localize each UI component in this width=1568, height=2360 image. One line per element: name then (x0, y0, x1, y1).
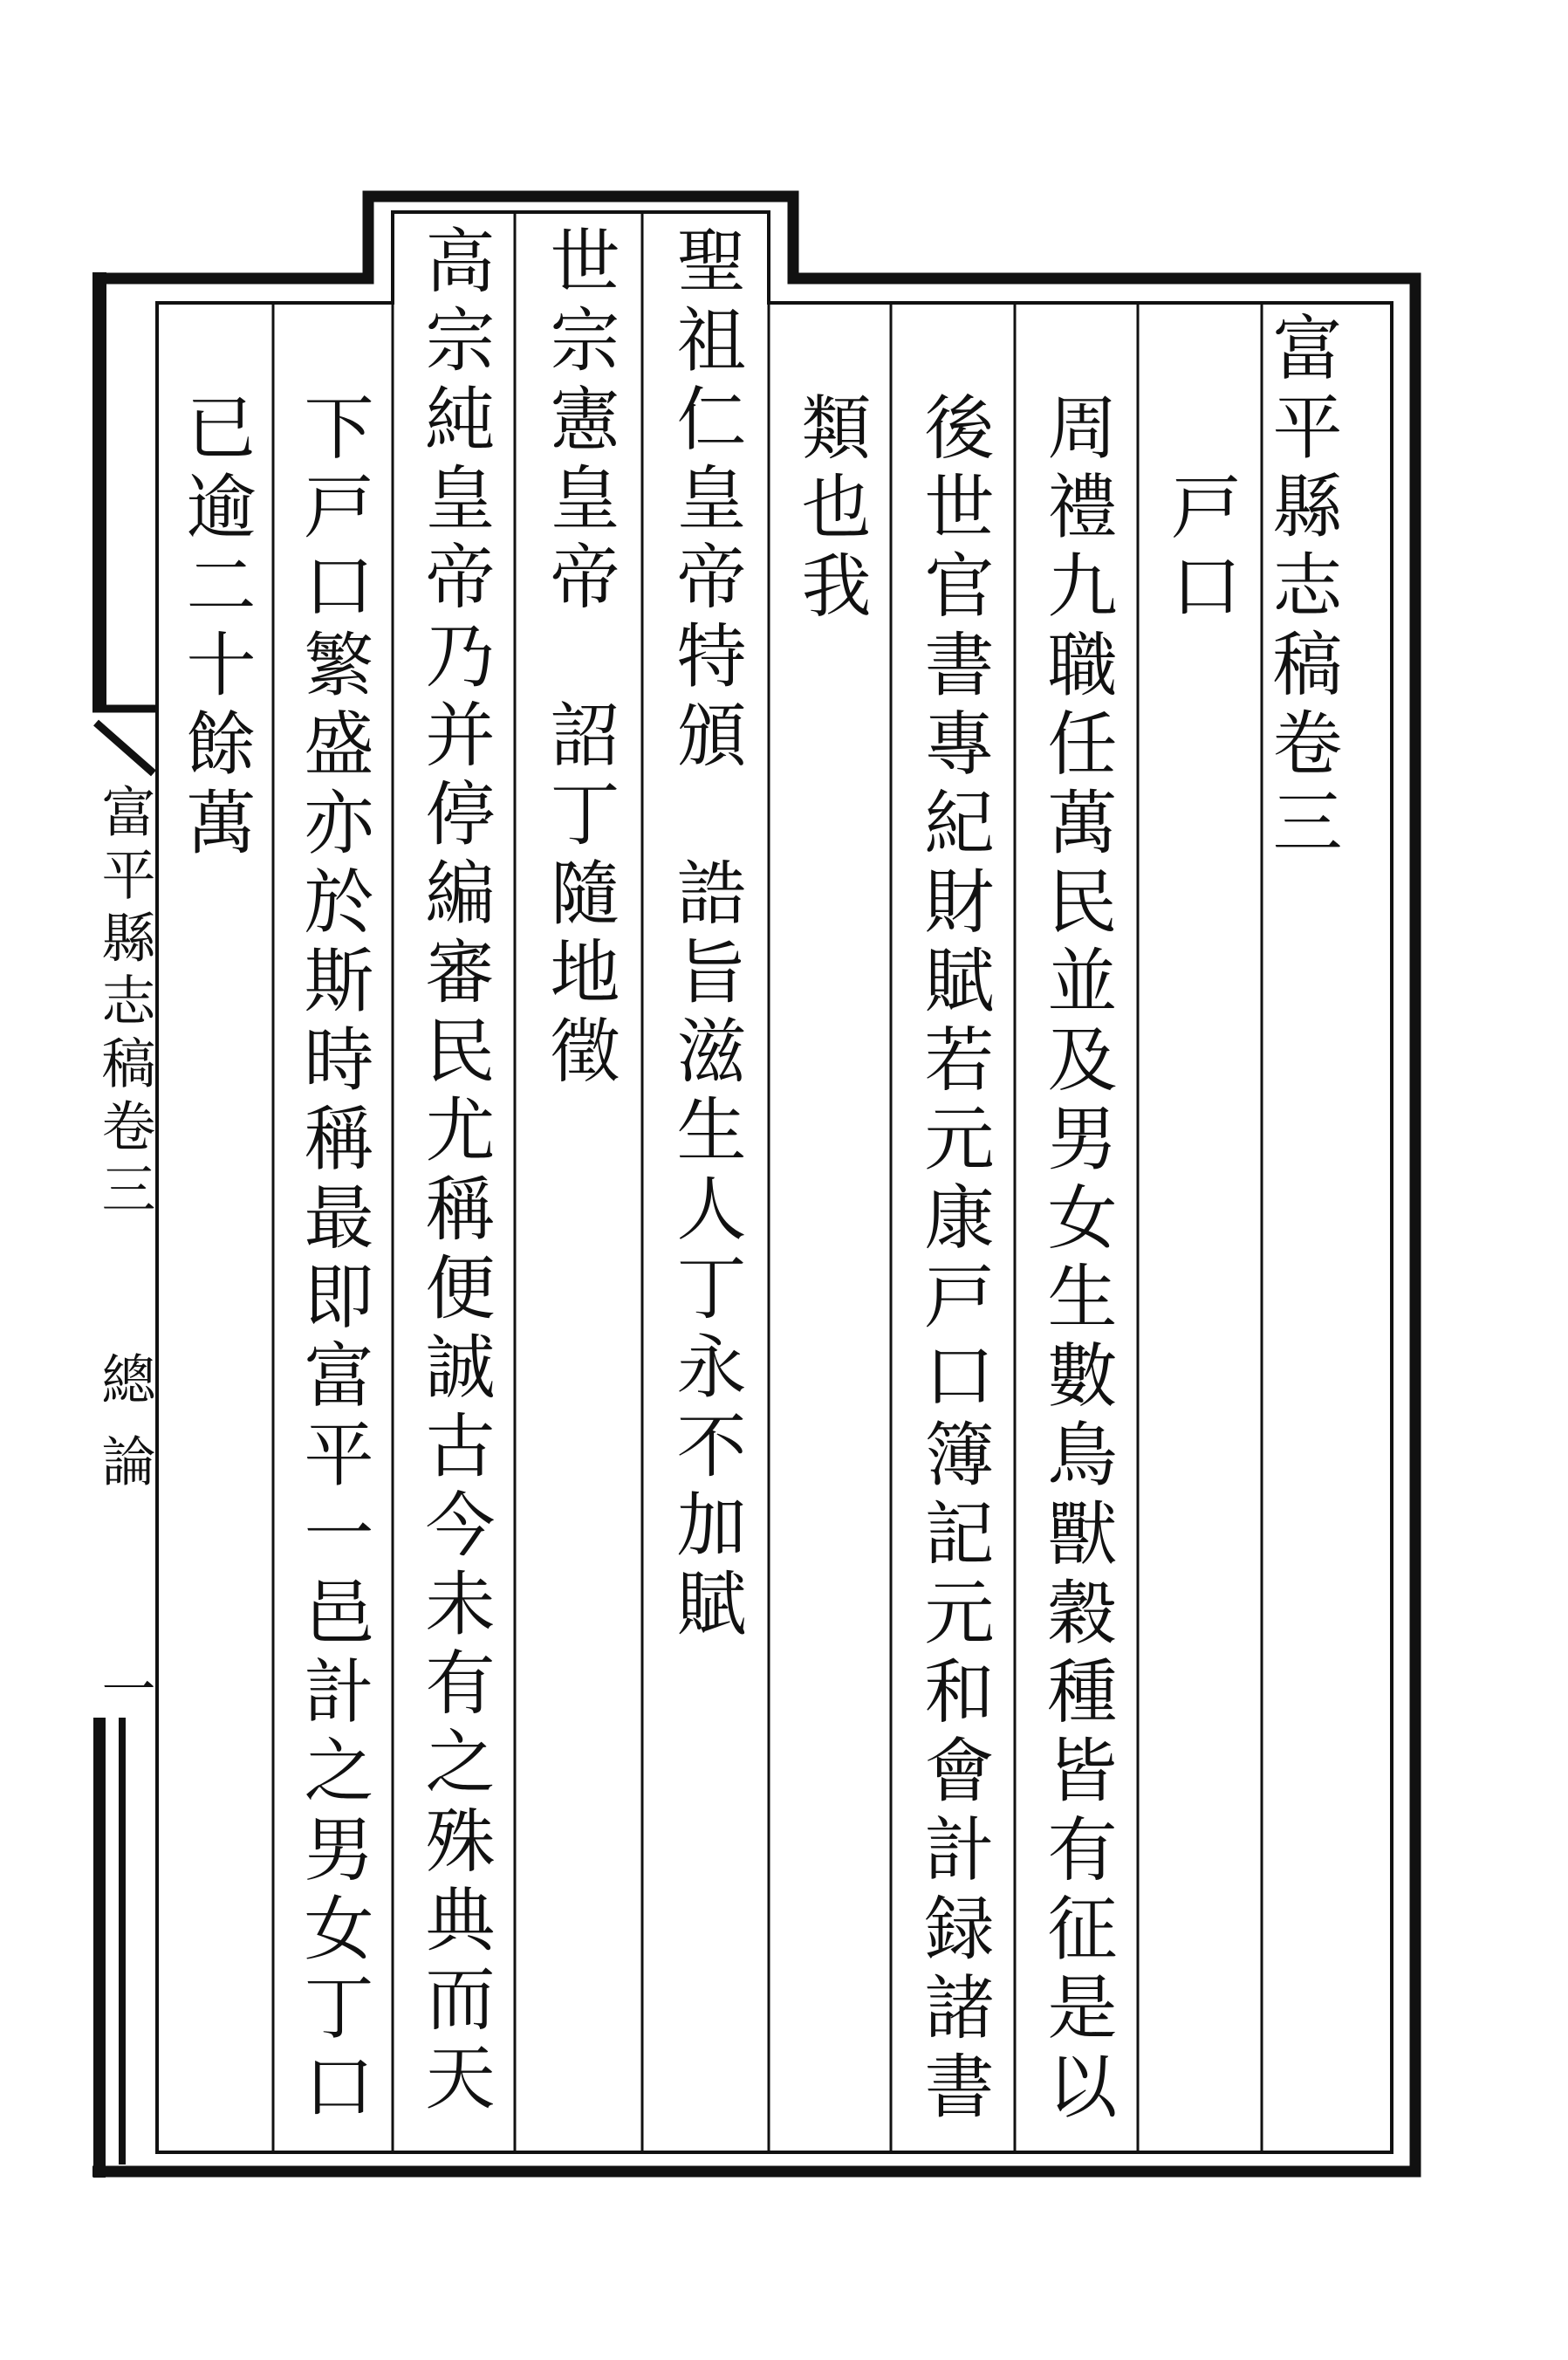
volume-title: 富平縣志稿卷三 (1261, 312, 1342, 865)
text-column: 後世官書專紀財賦若元康戸口簿記元和會計録諸書 (913, 391, 994, 2129)
text-column: 已逾二十餘萬 (175, 391, 256, 865)
page-number: 一 (92, 1661, 156, 1715)
fish-tail-mark (92, 709, 157, 773)
text-column: 類也我 (790, 391, 871, 628)
margin-section-title: 總論 (92, 1351, 156, 1515)
margin-book-title: 富平縣志稿卷三 (92, 784, 156, 1224)
text-column: 周禮九職任萬民並及男女生數鳥獸穀種皆有征是以 (1036, 391, 1117, 2129)
text-column: 下戸口繁盛亦於斯時稱最即富平一邑計之男女丁口 (292, 391, 373, 2129)
text-column-elevated: 聖祖仁皇帝特頒 誥旨滋生人丁永不加賦 (665, 224, 746, 1646)
text-column-elevated: 高宗純皇帝乃并停編審民尤稱便誠古今未有之殊典而天 (414, 224, 495, 2120)
section-heading: 戸口 (1160, 470, 1241, 628)
text-column-elevated: 世宗憲皇帝 詔丁隨地徵 (538, 224, 620, 1094)
